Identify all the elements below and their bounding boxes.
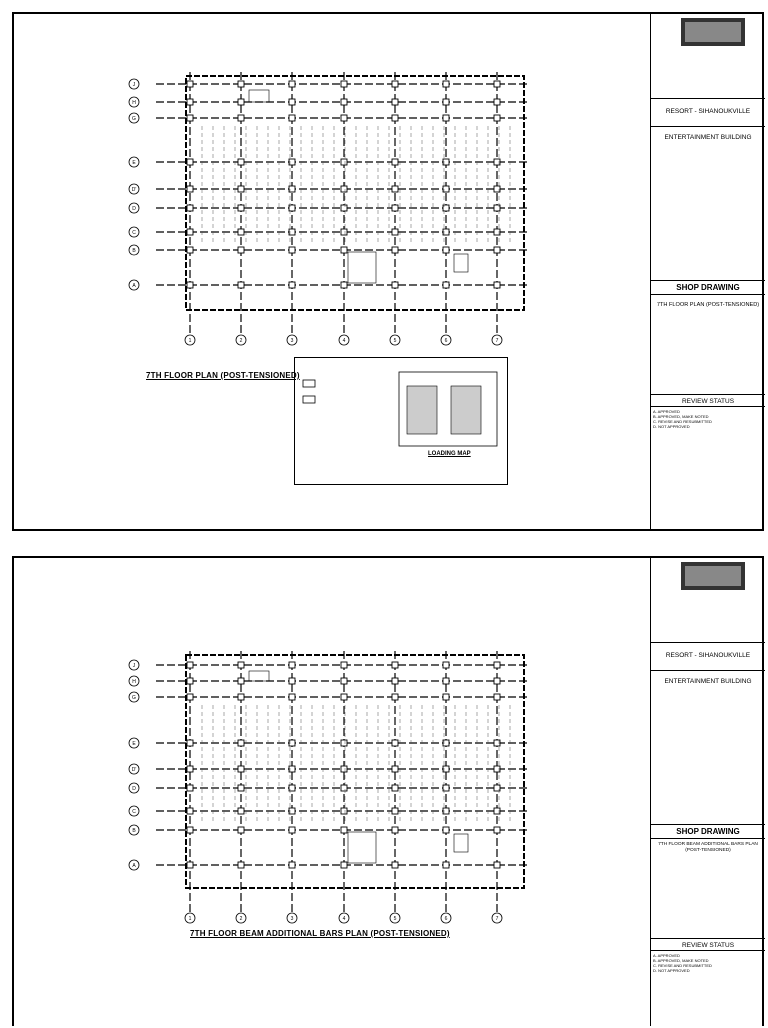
structural-column [443, 862, 449, 868]
structural-column [392, 766, 398, 772]
shaft-opening [249, 90, 269, 102]
structural-column [187, 785, 193, 791]
grid-label: J [132, 82, 136, 88]
structural-column [341, 662, 347, 668]
structural-column [494, 99, 500, 105]
structural-column [443, 827, 449, 833]
structural-column [238, 99, 244, 105]
structural-column [238, 662, 244, 668]
structural-column [341, 808, 347, 814]
review-status-label: REVIEW STATUS [651, 394, 765, 407]
drawing-type: SHOP DRAWING [651, 824, 765, 839]
company-logo-area [651, 14, 765, 58]
structural-column [341, 694, 347, 700]
structural-column [187, 694, 193, 700]
structural-column [494, 678, 500, 684]
plan-notes [146, 371, 316, 381]
plan-notes [190, 929, 450, 939]
grid-label: 5 [393, 916, 397, 922]
slab-outline [186, 655, 524, 888]
structural-column [392, 205, 398, 211]
building-name: ENTERTAINMENT BUILDING [651, 126, 765, 153]
title-block [650, 14, 765, 529]
structural-column [187, 99, 193, 105]
structural-column [443, 247, 449, 253]
structural-column [341, 99, 347, 105]
grid-label: 5 [393, 338, 397, 344]
structural-column [238, 740, 244, 746]
drawing-sheet-1 [12, 12, 764, 531]
structural-column [341, 229, 347, 235]
structural-column [392, 808, 398, 814]
structural-column [187, 229, 193, 235]
beam-bars-plan-drawing [14, 558, 648, 1028]
grid-label: 3 [290, 338, 294, 344]
structural-column [341, 862, 347, 868]
grid-label: 6 [444, 916, 448, 922]
structural-column [238, 766, 244, 772]
structural-column [187, 81, 193, 87]
grid-label: 4 [342, 916, 346, 922]
structural-column [238, 785, 244, 791]
structural-column [494, 81, 500, 87]
grid-label: E [132, 741, 136, 747]
structural-column [187, 159, 193, 165]
grid-label: B [132, 828, 136, 834]
grid-label: C [132, 809, 136, 815]
stair-opening [348, 832, 376, 863]
grid-label: A [132, 283, 136, 289]
grid-label: 3 [290, 916, 294, 922]
grid-label: G [132, 695, 136, 701]
structural-column [187, 247, 193, 253]
structural-column [392, 678, 398, 684]
structural-column [289, 282, 295, 288]
structural-column [443, 282, 449, 288]
structural-column [341, 827, 347, 833]
structural-column [392, 229, 398, 235]
drawing-title: 7TH FLOOR PLAN (POST-TENSIONED) [651, 294, 765, 321]
structural-column [289, 678, 295, 684]
structural-column [443, 678, 449, 684]
key-map-label: LOADING MAP [428, 451, 471, 457]
structural-column [392, 662, 398, 668]
grid-label: C [132, 230, 136, 236]
structural-column [187, 186, 193, 192]
structural-column [187, 827, 193, 833]
structural-column [238, 229, 244, 235]
structural-column [238, 862, 244, 868]
grid-label: 1 [188, 916, 192, 922]
grid-label: 2 [239, 916, 243, 922]
plan-title: 7TH FLOOR BEAM ADDITIONAL BARS PLAN (POST-TENSIONED) [190, 929, 450, 938]
structural-column [341, 766, 347, 772]
structural-column [443, 662, 449, 668]
project-name: RESORT - SIHANOUKVILLE [651, 642, 765, 671]
structural-column [494, 662, 500, 668]
structural-column [238, 115, 244, 121]
structural-column [187, 678, 193, 684]
structural-column [289, 99, 295, 105]
title-block [650, 558, 765, 1026]
structural-column [187, 662, 193, 668]
structural-column [238, 678, 244, 684]
project-name: RESORT - SIHANOUKVILLE [651, 98, 765, 127]
structural-column [341, 247, 347, 253]
grid-label: D' [131, 187, 137, 193]
grid-label: 4 [342, 338, 346, 344]
structural-column [341, 115, 347, 121]
structural-column [187, 862, 193, 868]
structural-column [289, 115, 295, 121]
structural-column [341, 785, 347, 791]
grid-label: G [132, 116, 136, 122]
structural-column [187, 115, 193, 121]
structural-column [494, 247, 500, 253]
grid-label: J [132, 663, 136, 669]
structural-column [238, 247, 244, 253]
building-name: ENTERTAINMENT BUILDING [651, 670, 765, 697]
structural-column [443, 115, 449, 121]
structural-column [341, 740, 347, 746]
grid-label: 2 [239, 338, 243, 344]
grid-label: 6 [444, 338, 448, 344]
structural-column [289, 827, 295, 833]
review-options: A. APPROVED B. APPROVED, MAKE NOTED C. REVISE AND RESUBMITTED D. NOT APPROVED [651, 406, 765, 437]
structural-column [392, 785, 398, 791]
structural-column [443, 81, 449, 87]
structural-column [187, 740, 193, 746]
grid-label: H [132, 100, 136, 106]
shaft-opening [454, 254, 468, 272]
structural-column [341, 205, 347, 211]
grid-label: D [132, 206, 136, 212]
legend-box [294, 357, 508, 485]
grid-label: B [132, 248, 136, 254]
structural-column [392, 99, 398, 105]
structural-column [289, 694, 295, 700]
structural-column [392, 186, 398, 192]
structural-column [392, 159, 398, 165]
structural-column [494, 827, 500, 833]
structural-column [238, 827, 244, 833]
structural-column [341, 186, 347, 192]
shaft-opening [454, 834, 468, 852]
structural-column [187, 205, 193, 211]
stair-opening [348, 252, 376, 283]
structural-column [238, 186, 244, 192]
grid-label: D' [131, 767, 137, 773]
structural-column [289, 662, 295, 668]
structural-column [238, 808, 244, 814]
structural-column [187, 282, 193, 288]
structural-column [238, 282, 244, 288]
structural-column [238, 694, 244, 700]
structural-column [289, 247, 295, 253]
slab-outline [186, 76, 524, 310]
structural-column [443, 99, 449, 105]
structural-column [494, 862, 500, 868]
grid-label: H [132, 679, 136, 685]
drawing-type: SHOP DRAWING [651, 280, 765, 295]
grid-label: E [132, 160, 136, 166]
structural-column [392, 694, 398, 700]
drawing-title: 7TH FLOOR BEAM ADDITIONAL BARS PLAN (POST-TENSIONED) [651, 838, 765, 862]
loading-map-graphic [295, 358, 507, 484]
grid-label: A [132, 863, 136, 869]
drawing-sheet-2 [12, 556, 764, 1026]
structural-column [392, 862, 398, 868]
structural-column [392, 282, 398, 288]
structural-column [289, 862, 295, 868]
structural-column [341, 159, 347, 165]
structural-column [443, 694, 449, 700]
grid-label: 1 [188, 338, 192, 344]
grid-label: 7 [495, 916, 499, 922]
structural-column [187, 766, 193, 772]
structural-column [494, 115, 500, 121]
review-options: A. APPROVED B. APPROVED, MAKE NOTED C. REVISE AND RESUBMITTED D. NOT APPROVED [651, 950, 765, 981]
structural-column [341, 678, 347, 684]
structural-column [238, 205, 244, 211]
shaft-opening [249, 671, 269, 681]
company-logo-area [651, 558, 765, 602]
structural-column [289, 81, 295, 87]
structural-column [392, 247, 398, 253]
structural-column [392, 827, 398, 833]
plan-title: 7TH FLOOR PLAN (POST-TENSIONED) [146, 371, 300, 380]
structural-column [238, 159, 244, 165]
structural-column [494, 282, 500, 288]
grid-label: 7 [495, 338, 499, 344]
structural-column [187, 808, 193, 814]
structural-column [238, 81, 244, 87]
structural-column [392, 81, 398, 87]
grid-label: D [132, 786, 136, 792]
structural-column [494, 694, 500, 700]
structural-column [392, 115, 398, 121]
structural-column [341, 81, 347, 87]
review-status-label: REVIEW STATUS [651, 938, 765, 951]
structural-column [392, 740, 398, 746]
structural-column [341, 282, 347, 288]
